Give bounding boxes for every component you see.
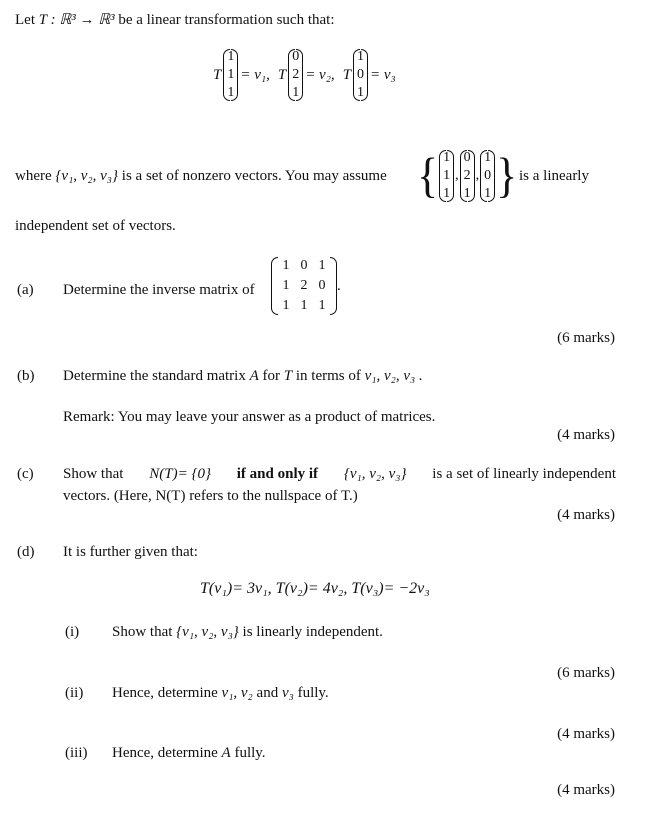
matrix-entry: 1 xyxy=(318,298,326,313)
matrix-entry: 1 xyxy=(282,278,290,293)
part-d-i-rest: is linearly independent. xyxy=(242,624,383,640)
part-d-ii-label: (ii) xyxy=(65,685,84,701)
part-d-iii-label: (iii) xyxy=(65,745,88,761)
given-equations xyxy=(213,48,396,102)
part-c-line2: vectors. (Here, N(T) refers to the nullspace of T.) xyxy=(63,488,358,504)
nullspace-expression: N(T)= {0} xyxy=(149,466,211,482)
vector-2-entry: 2 xyxy=(292,67,300,82)
T-symbol-3: T xyxy=(342,66,352,83)
part-a-matrix xyxy=(271,256,341,316)
basis-entry: 0 xyxy=(463,150,471,165)
part-c-set: {v₁, v₂, v₃} xyxy=(343,466,407,482)
basis-entry: 1 xyxy=(443,150,451,165)
T-symbol: T xyxy=(283,368,293,384)
intro-map: T : ℝ³ → ℝ³ xyxy=(38,12,115,28)
vector-2 xyxy=(288,48,303,102)
equals-v3: = v₃ xyxy=(370,66,396,83)
iff-text: if and only if xyxy=(236,466,319,482)
part-b-text2: for xyxy=(262,368,281,384)
part-b-remark: Remark: You may leave your answer as a product of matrices. xyxy=(63,409,436,425)
basis-entry: 1 xyxy=(484,186,492,201)
matrix-period: . xyxy=(337,277,341,294)
part-d-ii-and: and xyxy=(256,685,279,701)
basis-entry: 1 xyxy=(463,186,471,201)
intro-rest: be a linear transformation such that: xyxy=(118,12,335,28)
where-lead: where xyxy=(15,168,52,184)
vector-2-entry: 1 xyxy=(292,85,300,100)
basis-entry: 2 xyxy=(463,168,471,183)
part-b-marks: (4 marks) xyxy=(557,427,615,443)
matrix-entry: 1 xyxy=(318,258,326,273)
part-b-text xyxy=(63,368,423,385)
vector-1 xyxy=(223,48,238,102)
matrix-3x3 xyxy=(271,256,337,316)
matrix-entry: 1 xyxy=(282,258,290,273)
basis-entry: 1 xyxy=(443,186,451,201)
part-d-iii-A: A xyxy=(221,745,231,761)
equals-v1: = v₁, xyxy=(240,66,270,83)
intro-line xyxy=(15,10,335,29)
part-a-marks: (6 marks) xyxy=(557,330,615,346)
part-d-ii-text xyxy=(112,685,329,702)
part-d-iii-text1: Hence, determine xyxy=(112,745,218,761)
part-b-vectors: v₁, v₂, v₃ . xyxy=(364,368,423,384)
where-tail: is a linearly xyxy=(519,168,589,184)
matrix-entry: 1 xyxy=(300,298,308,313)
part-b-text1: Determine the standard matrix xyxy=(63,368,246,384)
basis-entry: 0 xyxy=(484,168,492,183)
equals-v2: = v₂, xyxy=(305,66,335,83)
part-d-i-text xyxy=(112,624,383,641)
where-line xyxy=(15,168,387,185)
T-symbol-1: T xyxy=(213,66,222,83)
matrix-A: A xyxy=(249,368,259,384)
part-d-ii-v3: v₃ xyxy=(281,685,294,701)
part-b-text3: in terms of xyxy=(295,368,361,384)
vector-1-entry: 1 xyxy=(227,67,235,82)
basis-vector-1 xyxy=(439,149,454,203)
part-a-label: (a) xyxy=(17,282,34,298)
part-d-iii-text xyxy=(112,745,266,762)
left-brace: { xyxy=(417,148,439,203)
part-d-label: (d) xyxy=(17,544,35,560)
part-d-iii-text2: fully. xyxy=(234,745,266,761)
comma: , xyxy=(475,168,480,183)
part-d-intro: It is further given that: xyxy=(63,544,198,560)
vector-3 xyxy=(353,48,368,102)
part-d-iii-marks: (4 marks) xyxy=(557,782,615,798)
part-b-label: (b) xyxy=(17,368,35,384)
part-d-ii-marks: (4 marks) xyxy=(557,726,615,742)
part-d-i-set: {v₁, v₂, v₃} xyxy=(176,624,239,640)
part-d-ii-vecs: v₁, v₂ xyxy=(221,685,253,701)
part-d-i-marks: (6 marks) xyxy=(557,665,615,681)
part-d-ii-text2: fully. xyxy=(297,685,329,701)
comma: , xyxy=(455,168,459,183)
matrix-entry: 1 xyxy=(282,298,290,313)
part-d-i-label: (i) xyxy=(65,624,80,640)
where-continuation: independent set of vectors. xyxy=(15,218,176,234)
vector-1-entry: 1 xyxy=(227,49,235,64)
basis-entry: 1 xyxy=(484,150,492,165)
right-brace: } xyxy=(496,148,518,203)
basis-vector-2 xyxy=(460,149,475,203)
part-c-line1 xyxy=(63,466,616,483)
basis-vector-3 xyxy=(480,149,495,203)
part-a-text: Determine the inverse matrix of xyxy=(63,282,255,298)
part-c-label: (c) xyxy=(17,466,34,482)
eigen-equation: T(v₁)= 3v₁, T(v₂)= 4v₂, T(v₃)= −2v₃ xyxy=(200,580,430,597)
matrix-entry: 0 xyxy=(318,278,326,293)
intro-lead: Let xyxy=(15,12,35,28)
vector-set: {v₁, v₂, v₃} xyxy=(55,168,119,184)
matrix-entry: 2 xyxy=(300,278,308,293)
vector-1-entry: 1 xyxy=(227,85,235,100)
part-c-marks: (4 marks) xyxy=(557,507,615,523)
T-symbol-2: T xyxy=(277,66,287,83)
vector-3-entry: 0 xyxy=(357,67,365,82)
matrix-entry: 0 xyxy=(300,258,308,273)
part-c-rest: is a set of linearly independent xyxy=(432,466,616,482)
part-d-ii-text1: Hence, determine xyxy=(112,685,218,701)
part-d-i-show: Show that xyxy=(112,624,173,640)
basis-set xyxy=(417,143,517,209)
where-mid: is a set of nonzero vectors. You may assume xyxy=(121,168,387,184)
vector-2-entry: 0 xyxy=(292,49,300,64)
vector-3-entry: 1 xyxy=(357,49,365,64)
basis-entry: 1 xyxy=(443,168,451,183)
vector-3-entry: 1 xyxy=(357,85,365,100)
part-c-show: Show that xyxy=(63,466,124,482)
